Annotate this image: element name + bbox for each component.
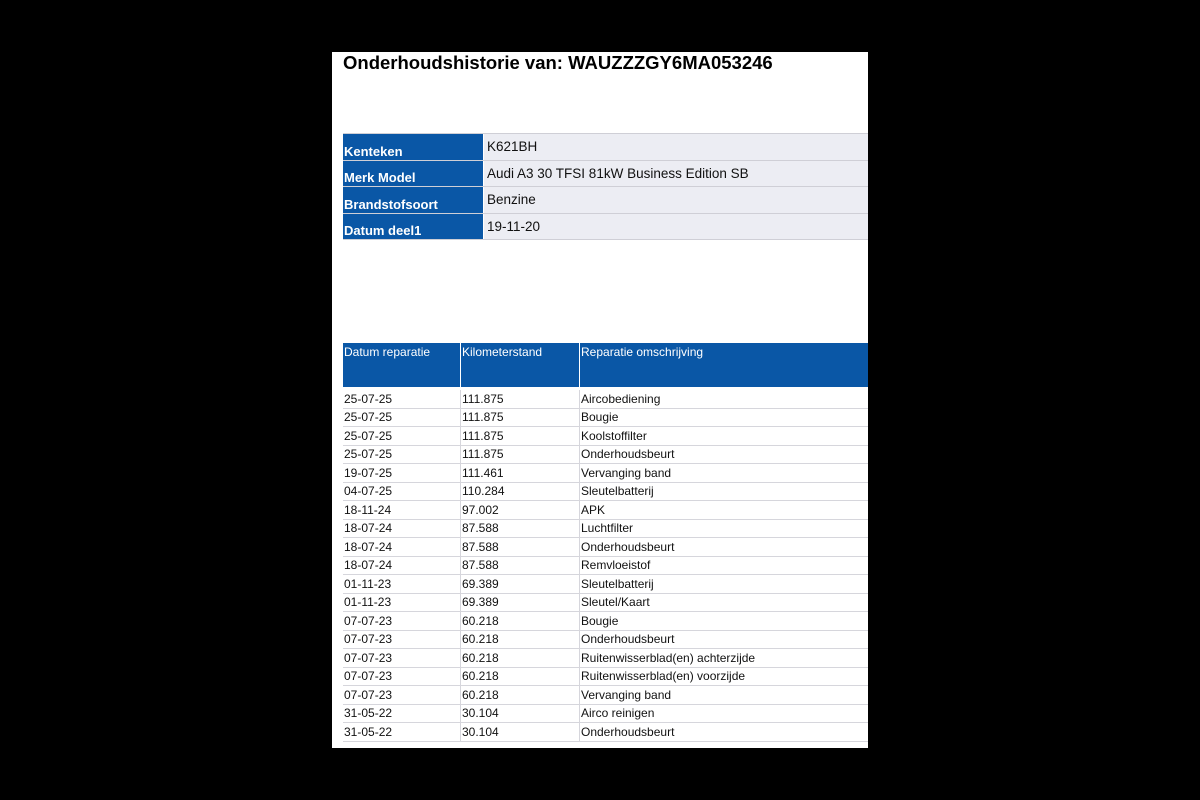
cell-datum: 25-07-25 — [344, 447, 393, 462]
cell-datum: 25-07-25 — [344, 410, 393, 425]
table-row — [343, 538, 868, 557]
cell-kilometerstand: 97.002 — [462, 502, 499, 517]
cell-kilometerstand: 111.875 — [462, 447, 504, 462]
info-row-kenteken — [343, 134, 868, 161]
repairs-table — [343, 343, 868, 742]
cell-omschrijving: Vervanging band — [581, 465, 672, 480]
page-title: Onderhoudshistorie van: WAUZZZGY6MA053246 — [343, 52, 773, 73]
cell-kilometerstand: 69.389 — [462, 576, 499, 591]
cell-kilometerstand: 60.218 — [462, 687, 499, 702]
cell-datum: 18-07-24 — [344, 521, 393, 536]
cell-datum: 01-11-23 — [344, 595, 392, 610]
cell-datum: 18-07-24 — [344, 539, 393, 554]
info-label: Brandstofsoort — [343, 187, 483, 213]
info-row-brandstofsoort — [343, 187, 868, 214]
cell-datum: 31-05-22 — [344, 706, 393, 721]
cell-omschrijving: Airco reinigen — [581, 706, 655, 721]
cell-omschrijving: Luchtfilter — [581, 521, 634, 536]
table-row — [343, 649, 868, 668]
table-row — [343, 483, 868, 502]
table-row — [343, 723, 868, 742]
cell-kilometerstand: 111.461 — [462, 465, 504, 480]
cell-omschrijving: Onderhoudsbeurt — [581, 539, 675, 554]
column-header-datum: Datum reparatie — [344, 345, 431, 359]
cell-datum: 07-07-23 — [344, 613, 393, 628]
info-label: Merk Model — [343, 161, 483, 187]
cell-omschrijving: Sleutel/Kaart — [581, 595, 650, 610]
cell-omschrijving: Remvloeistof — [581, 558, 651, 573]
cell-datum: 18-07-24 — [344, 558, 393, 573]
cell-omschrijving: Bougie — [581, 410, 619, 425]
cell-kilometerstand: 87.588 — [462, 521, 499, 536]
table-row — [343, 612, 868, 631]
cell-omschrijving: Onderhoudsbeurt — [581, 724, 675, 739]
cell-kilometerstand: 69.389 — [462, 595, 499, 610]
cell-omschrijving: Sleutelbatterij — [581, 576, 654, 591]
table-row — [343, 668, 868, 687]
cell-kilometerstand: 60.218 — [462, 650, 499, 665]
table-row — [343, 427, 868, 446]
info-label: Kenteken — [343, 134, 483, 160]
info-row-datum-deel1 — [343, 214, 868, 241]
cell-omschrijving: Ruitenwisserblad(en) voorzijde — [581, 669, 746, 684]
table-row — [343, 446, 868, 465]
cell-datum: 04-07-25 — [344, 484, 393, 499]
cell-kilometerstand: 110.284 — [462, 484, 505, 499]
info-row-merk-model — [343, 161, 868, 188]
cell-kilometerstand: 30.104 — [462, 724, 499, 739]
table-row — [343, 686, 868, 705]
cell-kilometerstand: 60.218 — [462, 669, 499, 684]
info-value: K621BH — [484, 134, 868, 160]
cell-kilometerstand: 87.588 — [462, 539, 499, 554]
cell-datum: 01-11-23 — [344, 576, 392, 591]
cell-omschrijving: Ruitenwisserblad(en) achterzijde — [581, 650, 756, 665]
cell-datum: 25-07-25 — [344, 428, 393, 443]
cell-datum: 07-07-23 — [344, 687, 393, 702]
info-label: Datum deel1 — [343, 214, 483, 240]
cell-kilometerstand: 87.588 — [462, 558, 499, 573]
cell-kilometerstand: 30.104 — [462, 706, 499, 721]
cell-omschrijving: Sleutelbatterij — [581, 484, 654, 499]
table-row — [343, 705, 868, 724]
repairs-table-header — [343, 343, 868, 387]
cell-kilometerstand: 60.218 — [462, 632, 499, 647]
cell-omschrijving: Aircobediening — [581, 391, 661, 406]
table-row — [343, 557, 868, 576]
cell-datum: 07-07-23 — [344, 650, 393, 665]
cell-omschrijving: Onderhoudsbeurt — [581, 447, 675, 462]
table-row — [343, 520, 868, 539]
table-row — [343, 464, 868, 483]
cell-omschrijving: Bougie — [581, 613, 619, 628]
table-row — [343, 594, 868, 613]
column-header-kilometerstand: Kilometerstand — [462, 345, 543, 359]
info-value: 19-11-20 — [484, 214, 868, 240]
table-row — [343, 501, 868, 520]
cell-kilometerstand: 60.218 — [462, 613, 499, 628]
cell-datum: 31-05-22 — [344, 724, 393, 739]
cell-datum: 07-07-23 — [344, 632, 393, 647]
table-row — [343, 409, 868, 428]
cell-kilometerstand: 111.875 — [462, 428, 504, 443]
table-row — [343, 631, 868, 650]
column-header-omschrijving: Reparatie omschrijving — [581, 345, 704, 359]
info-value: Audi A3 30 TFSI 81kW Business Edition SB — [484, 161, 868, 187]
cell-omschrijving: Vervanging band — [581, 687, 672, 702]
cell-kilometerstand: 111.875 — [462, 391, 504, 406]
cell-omschrijving: APK — [581, 502, 606, 517]
table-row — [343, 390, 868, 409]
table-row — [343, 575, 868, 594]
cell-datum: 19-07-25 — [344, 465, 393, 480]
cell-datum: 25-07-25 — [344, 391, 393, 406]
cell-omschrijving: Koolstoffilter — [581, 428, 647, 443]
vehicle-info-table — [343, 133, 868, 240]
cell-omschrijving: Onderhoudsbeurt — [581, 632, 675, 647]
cell-datum: 07-07-23 — [344, 669, 393, 684]
cell-kilometerstand: 111.875 — [462, 410, 504, 425]
cell-datum: 18-11-24 — [344, 502, 392, 517]
repairs-table-body — [343, 390, 868, 742]
document-page — [332, 52, 868, 748]
info-value: Benzine — [484, 187, 868, 213]
